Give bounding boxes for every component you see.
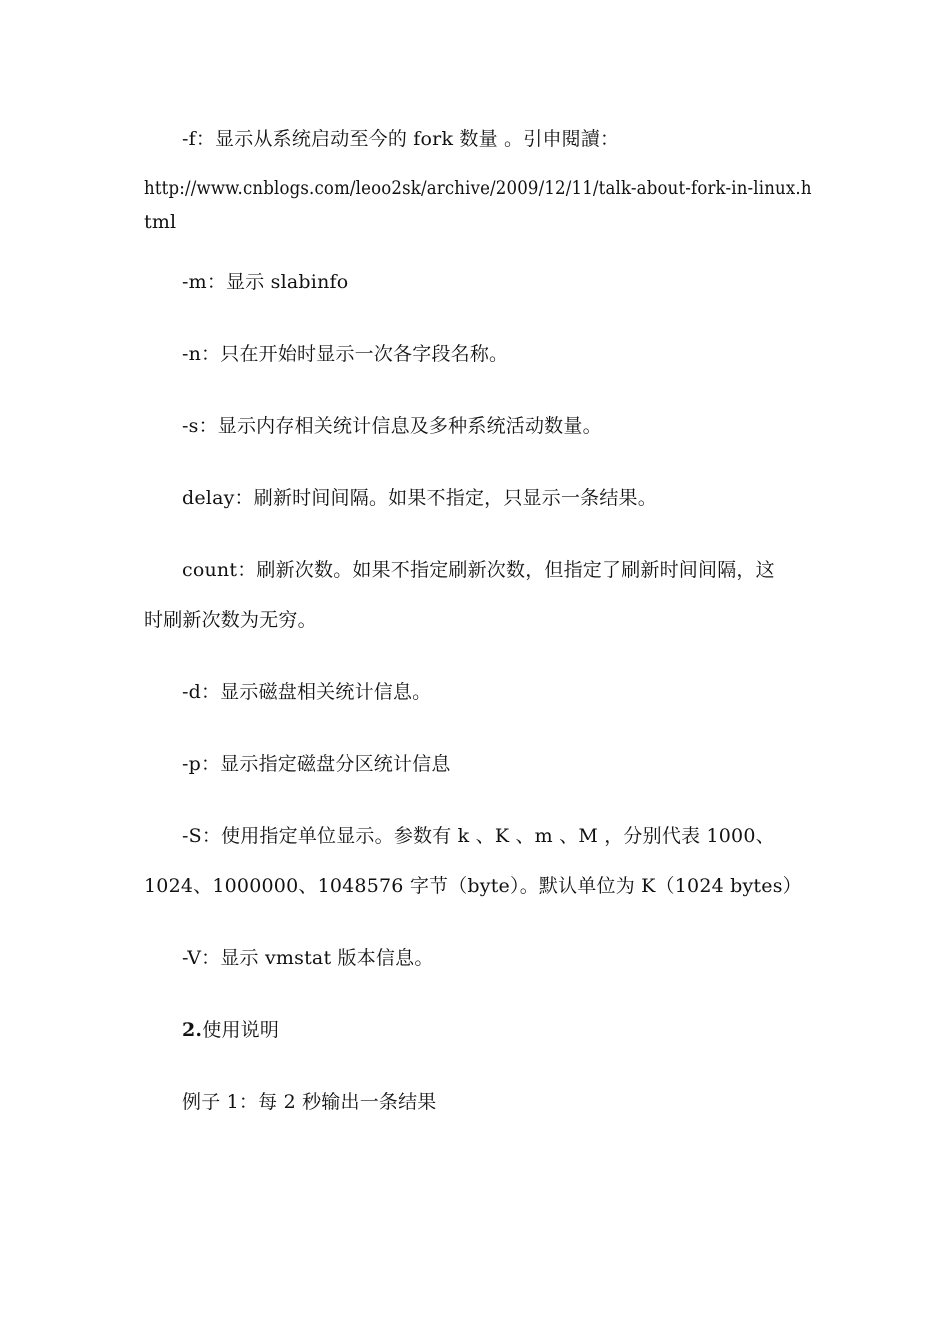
option-V-line: -V：显示 vmstat 版本信息。 <box>182 947 434 969</box>
option-S-line-2: 1024、1000000、1048576 字节（byte）。默认单位为 K（1024 bytes） <box>144 875 802 897</box>
section-title: 使用说明 <box>202 1019 280 1041</box>
option-f-line: -f：显示从系统启动至今的 fork 数量 。引申閱讀： <box>182 128 620 150</box>
option-p-line: -p：显示指定磁盘分区统计信息 <box>182 753 451 775</box>
option-d-line: -d：显示磁盘相关统计信息。 <box>182 681 432 703</box>
option-n-line: -n：只在开始时显示一次各字段名称。 <box>182 343 509 365</box>
section-heading <box>182 1018 279 1042</box>
option-count-line-2: 时刷新次数为无穷。 <box>144 609 317 631</box>
example-1-line: 例子 1：每 2 秒输出一条结果 <box>182 1091 437 1113</box>
fork-link-url-line-1: http://www.cnblogs.com/leoo2sk/archive/2009/12/11/talk-about-fork-in-linux.h <box>144 177 812 199</box>
option-count-line-1: count：刷新次数。如果不指定刷新次数，但指定了刷新时间间隔，这 <box>182 559 775 581</box>
option-s-line: -s：显示内存相关统计信息及多种系统活动数量。 <box>182 415 602 437</box>
fork-link-url-line-2: tml <box>144 211 177 233</box>
option-S-line-1: -S：使用指定单位显示。参数有 k 、K 、m 、M ，分别代表 1000、 <box>182 825 775 847</box>
option-m-line: -m：显示 slabinfo <box>182 271 349 293</box>
option-delay-line: delay：刷新时间间隔。如果不指定，只显示一条结果。 <box>182 487 657 509</box>
section-number: 2. <box>182 1019 203 1041</box>
